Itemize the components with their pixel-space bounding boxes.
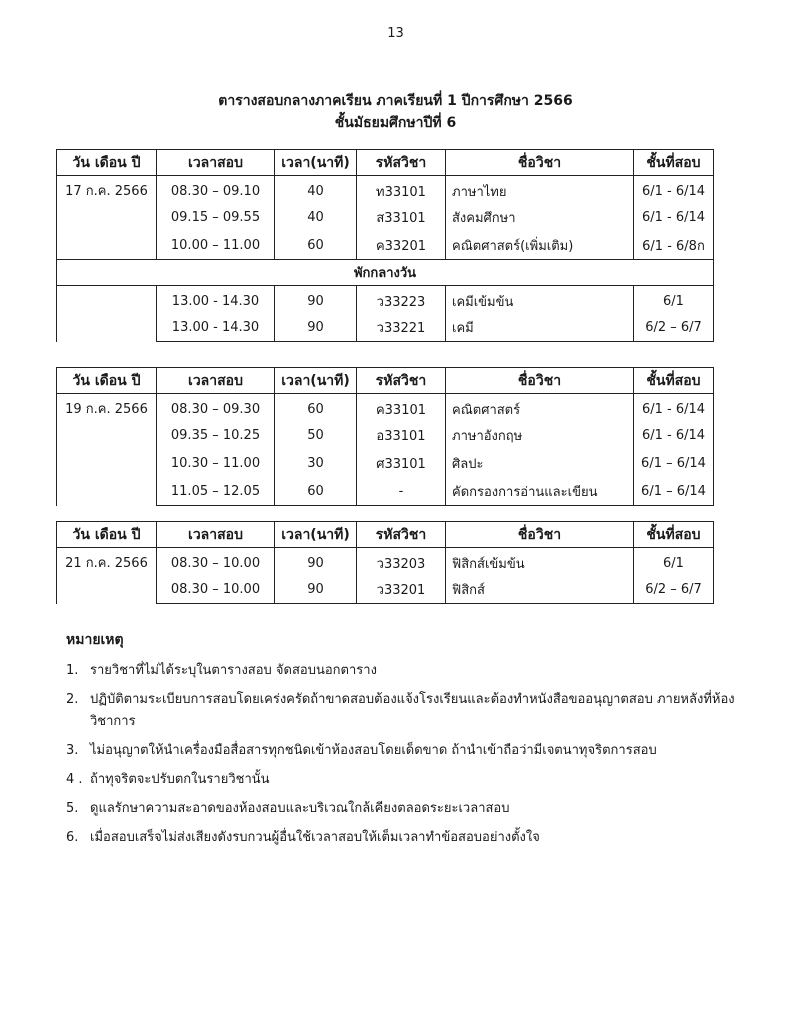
subject-code: ว33201 [357,576,446,604]
header-subject: ชื่อวิชา [446,368,634,394]
table-row [57,286,714,314]
exam-duration: 90 [275,286,357,314]
subject-name: ฟิสิกส์เข้มข้น [446,548,634,576]
exam-time: 11.05 – 12.05 [157,478,275,506]
note-number: 5. [66,801,79,816]
note-item [66,740,746,762]
header-time: เวลาสอบ [157,522,275,548]
subject-name: สังคมศึกษา [446,204,634,232]
exam-duration: 50 [275,422,357,450]
note-number: 6. [66,830,79,845]
header-level: ชั้นที่สอบ [634,368,714,394]
subject-code: ศ33101 [357,450,446,478]
exam-level: 6/1 - 6/14 [634,204,714,232]
exam-level: 6/1 - 6/14 [634,422,714,450]
table-row [57,394,714,422]
header-date: วัน เดือน ปี [57,522,157,548]
header-time: เวลาสอบ [157,368,275,394]
subject-code: ส33101 [357,204,446,232]
header-duration: เวลา(นาที) [275,150,357,176]
header-code: รหัสวิชา [357,150,446,176]
subject-code: - [357,478,446,506]
exam-duration: 90 [275,548,357,576]
subject-code: อ33101 [357,422,446,450]
exam-date: 19 ก.ค. 2566 [57,394,157,506]
exam-time: 08.30 – 09.10 [157,176,275,204]
subject-name: คัดกรองการอ่านและเขียน [446,478,634,506]
note-number: 1. [66,663,79,678]
subject-name: คณิตศาสตร์ [446,394,634,422]
subject-name: ภาษาไทย [446,176,634,204]
exam-duration: 60 [275,232,357,260]
table-header-row [57,150,714,176]
table-header-row [57,522,714,548]
note-text: ถ้าทุจริตจะปรับตกในรายวิชานั้น [90,772,270,787]
subject-code: ค33201 [357,232,446,260]
exam-level: 6/2 – 6/7 [634,314,714,342]
subject-code: ท33101 [357,176,446,204]
table-header-row [57,368,714,394]
subject-name: เคมีเข้มข้น [446,286,634,314]
exam-time: 10.30 – 11.00 [157,450,275,478]
exam-level: 6/1 [634,548,714,576]
exam-duration: 40 [275,204,357,232]
table-row [57,548,714,576]
exam-duration: 60 [275,394,357,422]
table-row [57,176,714,204]
exam-duration: 40 [275,176,357,204]
subject-name: เคมี [446,314,634,342]
exam-table-day1 [56,149,714,342]
note-item [66,827,746,849]
exam-duration: 60 [275,478,357,506]
exam-duration: 90 [275,576,357,604]
subject-code: ว33203 [357,548,446,576]
note-text: รายวิชาที่ไม่ได้ระบุในตารางสอบ จัดสอบนอกตาราง [90,663,377,678]
note-item [66,660,746,682]
exam-level: 6/1 - 6/14 [634,176,714,204]
header-date: วัน เดือน ปี [57,368,157,394]
note-text: ปฏิบัติตามระเบียบการสอบโดยเคร่งครัดถ้าขาดสอบต้องแจ้งโรงเรียนและต้องทำหนังสือขออนุญาตสอบ ภายหลังที่ห้องวิชาการ [90,692,735,729]
header-duration: เวลา(นาที) [275,522,357,548]
note-text: เมื่อสอบเสร็จไม่ส่งเสียงดังรบกวนผู้อื่นใช้เวลาสอบให้เต็มเวลาทำข้อสอบอย่างตั้งใจ [90,830,540,845]
note-item [66,798,746,820]
exam-level: 6/1 - 6/8ก [634,232,714,260]
exam-level: 6/1 – 6/14 [634,478,714,506]
exam-table-day2 [56,367,714,506]
exam-time: 13.00 - 14.30 [157,286,275,314]
note-number: 4 . [66,772,83,787]
subject-name: คณิตศาสตร์(เพิ่มเติม) [446,232,634,260]
exam-level: 6/1 - 6/14 [634,394,714,422]
note-number: 2. [66,692,79,707]
header-duration: เวลา(นาที) [275,368,357,394]
exam-time: 08.30 – 10.00 [157,576,275,604]
subject-name: ภาษาอังกฤษ [446,422,634,450]
subject-code: ว33223 [357,286,446,314]
exam-time: 08.30 – 09.30 [157,394,275,422]
exam-table-day3 [56,521,714,604]
header-time: เวลาสอบ [157,150,275,176]
subject-name: ศิลปะ [446,450,634,478]
header-subject: ชื่อวิชา [446,150,634,176]
header-code: รหัสวิชา [357,368,446,394]
page-subtitle: ชั้นมัธยมศึกษาปีที่ 6 [334,115,457,131]
notes-section [66,629,746,856]
exam-date: 21 ก.ค. 2566 [57,548,157,604]
subject-code: ว33221 [357,314,446,342]
exam-time: 08.30 – 10.00 [157,548,275,576]
lunch-break-label: พักกลางวัน [57,260,714,286]
exam-time: 09.15 – 09.55 [157,204,275,232]
header-subject: ชื่อวิชา [446,522,634,548]
exam-time: 13.00 - 14.30 [157,314,275,342]
exam-duration: 90 [275,314,357,342]
header-code: รหัสวิชา [357,522,446,548]
exam-duration: 30 [275,450,357,478]
page-number: 13 [387,26,404,41]
exam-level: 6/1 – 6/14 [634,450,714,478]
note-number: 3. [66,743,79,758]
note-text: ไม่อนุญาตให้นำเครื่องมือสื่อสารทุกชนิดเข้าห้องสอบโดยเด็ดขาด ถ้านำเข้าถือว่ามีเจตนาทุจริตการสอบ [90,743,657,758]
exam-time: 09.35 – 10.25 [157,422,275,450]
notes-heading: หมายเหตุ [66,632,124,648]
note-item [66,769,746,791]
header-date: วัน เดือน ปี [57,150,157,176]
lunch-break-row [57,260,714,286]
header-level: ชั้นที่สอบ [634,522,714,548]
note-item [66,689,746,733]
subject-name: ฟิสิกส์ [446,576,634,604]
exam-date-empty [57,286,157,342]
note-text: ดูแลรักษาความสะอาดของห้องสอบและบริเวณใกล้เคียงตลอดระยะเวลาสอบ [90,801,510,816]
page-title: ตารางสอบกลางภาคเรียน ภาคเรียนที่ 1 ปีการศึกษา 2566 [218,93,573,109]
exam-time: 10.00 – 11.00 [157,232,275,260]
exam-date: 17 ก.ค. 2566 [57,176,157,260]
header-level: ชั้นที่สอบ [634,150,714,176]
exam-level: 6/2 – 6/7 [634,576,714,604]
subject-code: ค33101 [357,394,446,422]
exam-level: 6/1 [634,286,714,314]
